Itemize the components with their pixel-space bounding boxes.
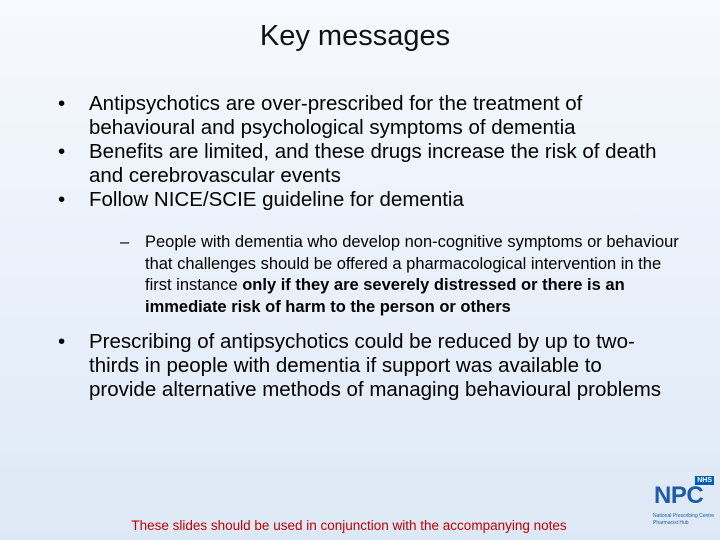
sub-bullet-emphasis: only if they are severely distressed or there is an immediate risk of harm to the person or others [145,276,625,316]
bullet-item [58,330,668,402]
dash-icon: – [120,233,130,251]
npc-logo-line1: National Prescribing Centre [653,513,715,519]
bullet-text: Follow NICE/SCIE guideline for dementia [89,188,464,211]
bullet-item [58,92,668,140]
bullet-text: Antipsychotics are over-prescribed for the treatment of behavioural and psychological symptoms of dementia [89,92,583,139]
bullet-icon: • [58,140,66,163]
footer-text: These slides should be used in conjunction with the accompanying notes [131,518,567,533]
footer-note [0,518,720,533]
slide-content [58,92,679,402]
nhs-badge: NHS [697,477,712,484]
npc-logo-text: NPC [654,482,704,509]
sub-bullet-item [120,232,685,318]
bullet-icon: • [58,330,66,353]
bullet-item [58,188,668,212]
bullet-text: Benefits are limited, and these drugs increase the risk of death and cerebrovascular events [89,140,657,187]
bullet-icon: • [58,188,66,211]
bullet-text: Prescribing of antipsychotics could be reduced by up to two-thirds in people with dementia if support was available to provide alternative methods of managing behavioural problems [89,330,662,401]
npc-logo-line2: Pharmacist Hub [653,520,689,526]
npc-logo [650,476,716,534]
slide-title: Key messages [259,20,451,52]
bullet-icon: • [58,92,66,115]
sub-bullet-text: People with dementia who develop non-cognitive symptoms or behaviour that challenges should be offered a pharmacological intervention in the first instance [145,233,679,294]
bullet-item [58,140,668,188]
